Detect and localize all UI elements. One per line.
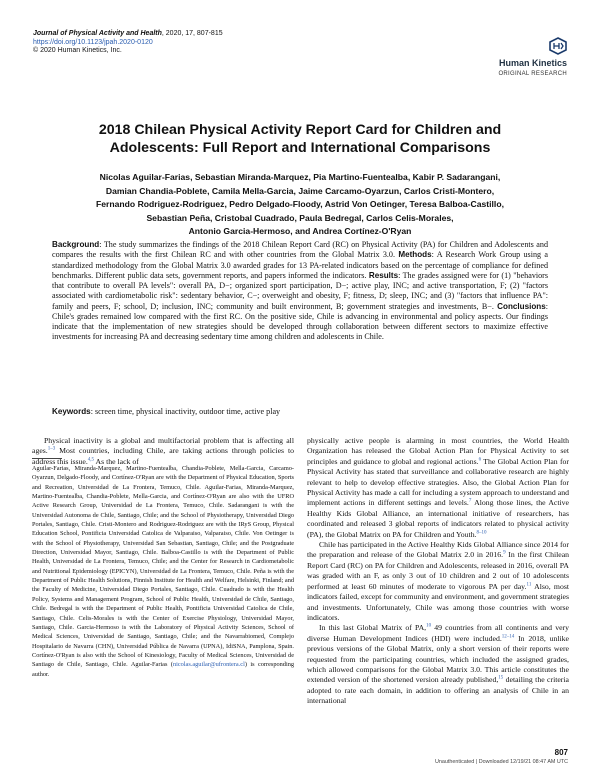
left-column bbox=[32, 436, 294, 467]
doi-link[interactable]: https://doi.org/10.1123/jpah.2020-0120 bbox=[33, 38, 153, 46]
text-run: 49 countries from all continents and very diverse Human Development Indices (HDI) were included. bbox=[307, 623, 569, 643]
ref-link[interactable]: 4,5 bbox=[87, 457, 95, 463]
intro-paragraph bbox=[32, 436, 294, 467]
download-footer: Unauthenticated | Downloaded 12/19/21 08:47 AM UTC bbox=[435, 759, 568, 765]
author-line: Antonio Garcia-Hermoso, and Andrea Cortínez-O'Ryan bbox=[188, 226, 412, 237]
text-run: Also, most indicators failed, except for community and environment, and government strategies and investments. Unfortunately, Chile was among those countries with worse indicators. bbox=[307, 581, 569, 622]
ref-link[interactable]: 6 bbox=[478, 457, 482, 463]
keywords bbox=[52, 407, 548, 417]
affiliations bbox=[32, 464, 294, 679]
title-line-2: Adolescents: Full Report and International Comparisons bbox=[109, 140, 491, 156]
results-text: : The grades assigned were for (1) "behaviors that contribute to overall PA levels": overall PA, D−; organized sport participation, D−; active play, INC; and active transportation, F; (2) "factors associated with cardiometabolic risk": sedentary behavior, C−; overweight and obesity, F; fitness, D; sleep, INC; and (3) "factors that influence PA": family and peers, F; school, D; inclusion, INC; community and built environment, B; government strategies and investments, B−. bbox=[52, 270, 549, 311]
right-column bbox=[307, 436, 569, 707]
publisher-name: Human Kinetics bbox=[498, 58, 567, 68]
keywords-text: : screen time, physical inactivity, outdoor time, active play bbox=[90, 407, 281, 416]
corresponding-email-link[interactable]: nicolas.aguilar@ufrontera.cl bbox=[172, 661, 245, 669]
body-paragraph bbox=[307, 436, 569, 540]
title-line-1: 2018 Chilean Physical Activity Report Card for Children and bbox=[98, 122, 502, 138]
text-run: physically active people is alarming in most countries, the World Health Organization has released the Global Action Plan for Physical Activity to set principles and guidance to global and regional actions. bbox=[307, 436, 569, 466]
abstract bbox=[52, 240, 548, 343]
ref-link[interactable]: 11 bbox=[526, 582, 532, 588]
copyright: © 2020 Human Kinetics, Inc. bbox=[33, 47, 122, 55]
footnote-rule bbox=[32, 458, 62, 459]
text-run: In 2018, unlike previous versions of the Global Matrix, only a short version of their reports were requested from the participating countries, which included the assigned grades, which allowed comparisons for the Global Matrix 3.0. This article constitutes the extended version of the shortened version already published, bbox=[307, 633, 569, 685]
text-run: As the lack of bbox=[94, 456, 139, 466]
journal-name: Journal of Physical Activity and Health bbox=[33, 30, 162, 37]
author-line: Sebastian Peña, Cristobal Cuadrado, Paula Bedregal, Carlos Celis-Morales, bbox=[146, 212, 454, 223]
body-paragraph bbox=[307, 623, 569, 706]
background-text: : The study summarizes the findings of the 2018 Chilean Report Card (RC) on Physical Activity (PA) for Children and Adolescents and compares the results with the first Chilean RC and with other countries from the Global Matrix 3.0. bbox=[52, 240, 548, 260]
text-run: In this last Global Matrix of PA, bbox=[319, 623, 427, 633]
ref-link[interactable]: 9 bbox=[503, 550, 506, 556]
page-number: 807 bbox=[554, 748, 568, 757]
conclusions-text: : Chile's grades remained low compared with the first RC. On the positive side, Chile is advancing in environmental and policy aspects. Our findings indicate that the implementation of new strategies should be developed through collaboration between different sectors to maximize effective investments for increasing PA and decreasing sedentary time among children and adolescents in Chile. bbox=[52, 301, 548, 342]
affiliations-tail: ) is corresponding author. bbox=[32, 661, 295, 678]
ref-link[interactable]: 7 bbox=[468, 498, 472, 504]
ref-link[interactable]: 10 bbox=[426, 623, 432, 629]
ref-link[interactable]: 1–3 bbox=[47, 446, 56, 452]
text-run: The Global Action Plan for Physical Activity has stated that surveillance and collaborative research are highly relevant to help to develop effective strategies. Also, the Global Action Plan for Physical Activity has made a call for including a system approach to understand and implement actions in different settings and levels. bbox=[307, 456, 569, 508]
text-run: Along those lines, the Active Healthy Kids Global Alliance, an international initiative of researchers, has coordinated and released 3 global reports of indicators related to physical activity (PA), the Global Matrix on PA for Children and Youth. bbox=[307, 498, 569, 539]
keywords-label: Keywords bbox=[52, 407, 91, 416]
conclusions-label: Conclusions bbox=[497, 301, 546, 311]
body-paragraph bbox=[307, 540, 569, 623]
text-run: Chile has participated in the Active Healthy Kids Global Alliance since 2014 for the preparation and release of the Global Matrix 2.0 in 2016. bbox=[307, 540, 569, 560]
journal-citation bbox=[33, 30, 573, 56]
hk-logo-icon bbox=[547, 36, 569, 56]
text-run: In the first Chilean Report Card (RC) on PA for Children and Adolescents, released in 2016, overall PA was graded with an F, as only 3 out of 10 children and 2 out of 10 adolescents performed at least 60 minutes of moderate to vigorous PA per day. bbox=[307, 550, 570, 591]
ref-link[interactable]: 8–10 bbox=[476, 530, 487, 536]
journal-header bbox=[33, 30, 573, 92]
author-line: Nicolas Aguilar-Farias, Sebastian Miranda-Marquez, Pia Martino-Fuentealba, Kabir P. Sadarangani, bbox=[99, 172, 501, 182]
background-label: Background bbox=[52, 240, 100, 249]
methods-text: : A Research Work Group using a standardized methodology from the Global Matrix 3.0 awarded grades for 13 PA-related indicators based on the percentage of compliance for defined benchmarks. Different public data sets, government reports, and papers informed the indicators. bbox=[52, 250, 548, 280]
article-type: ORIGINAL RESEARCH bbox=[498, 71, 567, 77]
ref-link[interactable]: 12–14 bbox=[501, 634, 515, 640]
ref-link[interactable]: 15 bbox=[498, 675, 504, 681]
publisher-block bbox=[498, 58, 567, 77]
text-run: Physical inactivity is a global and multifactorial problem that is affecting all ages. bbox=[32, 436, 294, 456]
author-line: Damian Chandia-Poblete, Camila Mella-Garcia, Jaime Carcamo-Oyarzun, Carlos Cristi-Montero, bbox=[105, 185, 495, 196]
affiliations-text: Aguilar-Farias, Miranda-Marquez, Martino-Fuentealba, Chandia-Poblete, Mella-Garcia, Carcamo-Oyarzun, Delgado-Floody, and Cortínez-O'Ryan are with the Department of Physical Education, Sports and Recreation, Universidad de La Frontera, Temuco, Chile. Aguilar-Farias, Miranda-Marquez, Martino-Fuentealba, Chandia-Poblete, Mella-Garcia, and Cortínez-O'Ryan are also with the UFRO Active Research Group, Universidad de La Frontera, Temuco, Chile. Sadarangani is with the Universidad Autonoma de Chile, Santiago, Chile; and the School of Physiotherapy, Universidad Diego Portales, Santiago, Chile. Cristi-Montero and Rodriguez-Rodriguez are with the IRyS Group, Physical Education School, Pontificia Universidad Catolica de Valparaiso, Valparaiso, Chile. Von Oetinger is with the School of Physiotherapy, Universidad San Sebastian, Santiago, Chile; and the Postgraduate Direction, Universidad Mayor, Santiago, Chile. Balboa-Castillo is with the Department of Public Health, Universidad de La Frontera, Temuco, Chile; and the Center for Research in Cardiometabolic and Nutritional Epidemiology (EPICYN), Universidad de La Frontera, Temuco, Chile. Peña is with the Department of Public Health Solutions, Finnish Institute for Health and Welfare, Helsinki, Finland; and the Faculty of Medicine, Universidad Diego Portales, Santiago, Chile. Cuadrado is with the Health Policy, Systems and Management Program, School of Public Health, Universidad de Chile, Santiago, Chile. Bedregal is with the Department of Public Health, Pontificia Universidad Catolica de Chile, Santiago, Chile. Celis-Morales is with the Center of Exercise Physiology, Universidad Mayor, Santiago, Chile. Garcia-Hermoso is with the Laboratory of Physical Activity Sciences, School of Medical Sciences, Universidad de Santiago, Santiago, Chile; and the Navarrabiomed, Complejo Hospitalario de Navarra (CHN), Universidad Pública de Navarra (UPNA), IdiSNA, Pamplona, Spain. Cortínez-O'Ryan is also with the School of Kinesiology, Faculty of Medical Sciences, Universidad de Santiago de Chile, Santiago, Chile. Aguilar-Farias ( bbox=[32, 465, 294, 669]
results-label: Results bbox=[368, 270, 399, 280]
text-run: Most countries, including Chile, are taking actions through policies to address this issue. bbox=[32, 446, 294, 466]
article-title bbox=[40, 121, 560, 157]
journal-volume: , 2020, 17, 807-815 bbox=[161, 30, 223, 37]
methods-label: Methods bbox=[398, 250, 432, 260]
text-run: detailing the criteria adopted to rate each domain, in addition to offering an analysis of Chile in an international bbox=[307, 675, 569, 706]
author-line: Fernando Rodriguez-Rodriguez, Pedro Delgado-Floody, Astrid Von Oetinger, Teresa Balboa-Castillo, bbox=[96, 199, 504, 210]
author-list bbox=[40, 171, 560, 239]
